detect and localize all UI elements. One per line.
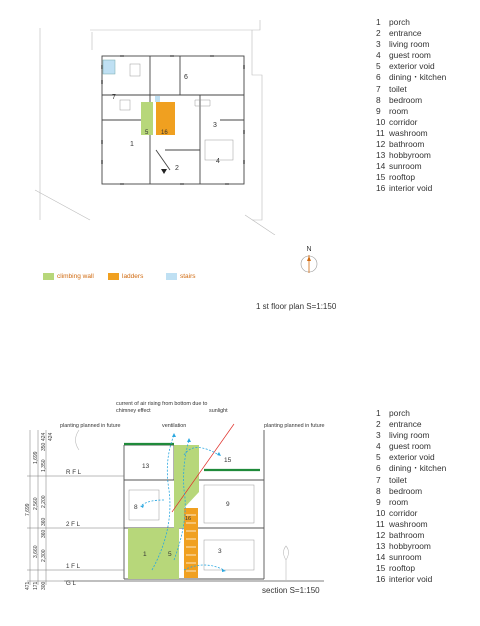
room-legend-plan-item-label: exterior void: [389, 61, 435, 72]
room-legend-plan-item: [376, 95, 446, 106]
room-legend-plan-item-number: 11: [376, 127, 385, 138]
planting-left-annotation: planting planned in future: [60, 423, 121, 429]
room-legend-plan-item-label: bathroom: [389, 139, 425, 150]
key-stairs-label: stairs: [180, 273, 196, 280]
section-label-3: 3: [218, 548, 222, 555]
section-label-9: 9: [226, 501, 230, 508]
room-legend-plan-item: [376, 106, 446, 117]
room-legend-section-item-label: interior void: [389, 574, 433, 585]
room-legend-section-item: [376, 475, 446, 486]
key-ladders: [108, 273, 143, 280]
section-label-5: 5: [168, 551, 172, 558]
room-legend-section-item: [376, 452, 446, 463]
room-legend-plan-item: [376, 28, 446, 39]
level-2fl: 2 F L: [66, 521, 81, 528]
room-legend-plan-item-number: 8: [376, 94, 381, 105]
room-legend-section-item-number: 4: [376, 441, 381, 452]
room-legend-plan-item-label: interior void: [389, 183, 433, 194]
room-legend-section-item-number: 13: [376, 541, 386, 552]
section-drawing: [24, 420, 344, 595]
room-legend-section-item-number: 9: [376, 496, 381, 507]
room-legend-section-item-number: 12: [376, 530, 386, 541]
north-label: N: [306, 246, 312, 253]
room-legend-plan-item-label: living room: [389, 39, 430, 50]
room-legend-section-item: [376, 441, 446, 452]
room-legend-section-item: [376, 486, 446, 497]
section-caption: section S=1:150: [262, 586, 320, 595]
section-label-13: 13: [142, 463, 150, 470]
plan-label-7: 7: [112, 94, 116, 101]
dimension-labels: [25, 432, 54, 590]
room-legend-section-item: [376, 563, 446, 574]
room-legend-section-item: [376, 419, 446, 430]
room-legend-plan-item-label: sunroom: [389, 161, 422, 172]
room-legend-plan-item-label: hobbyroom: [389, 150, 431, 161]
room-legend-plan-item-label: room: [389, 105, 409, 116]
section-label-1: 1: [143, 551, 147, 558]
dim-upper-3: 424: [41, 432, 47, 441]
room-legend-section-item: [376, 552, 446, 563]
dim-upper-1: 1,350: [41, 459, 47, 472]
dim-upper-0: 1,699: [33, 451, 39, 464]
dim-upper-2: 350: [41, 442, 47, 451]
room-legend-section-item-label: porch: [389, 408, 410, 418]
key-stairs: [166, 273, 196, 280]
key-climbing-wall-label: climbing wall: [57, 273, 94, 280]
room-legend-plan-item: [376, 72, 446, 83]
room-legend-plan-item: [376, 50, 446, 61]
room-legend-plan-item: [376, 117, 446, 128]
north-marker: [298, 246, 320, 276]
ventilation-annotation: ventilation: [162, 423, 187, 429]
room-legend-section-item-label: rooftop: [389, 563, 416, 574]
room-legend-section-item-label: entrance: [389, 419, 422, 430]
plan-label-1: 1: [130, 141, 134, 148]
plan-furniture: [120, 64, 233, 160]
dim-middle-2: 2,200: [41, 495, 47, 508]
room-legend-plan-item-number: 10: [376, 116, 386, 127]
plan-label-3: 3: [213, 122, 217, 129]
room-legend-plan-item: [376, 183, 446, 194]
room-legend-plan-item-number: 2: [376, 28, 381, 39]
swatch-climbing-wall: [43, 273, 54, 280]
room-legend-section-item-label: corridor: [389, 507, 418, 518]
plan-label-2: 2: [175, 165, 179, 172]
room-legend-section-item-label: guest room: [389, 441, 431, 452]
room-legend-plan-item-number: 7: [376, 83, 381, 94]
room-legend-section-item-number: 11: [376, 518, 385, 529]
room-legend-section-item-number: 7: [376, 474, 381, 485]
key-ladders-label: ladders: [122, 273, 144, 280]
section-label-15: 15: [224, 457, 232, 464]
section-label-16: 16: [185, 516, 192, 522]
room-legend-section-item: [376, 463, 446, 474]
room-legend-section-item: [376, 430, 446, 441]
room-legend-plan-item-number: 13: [376, 150, 386, 161]
room-legend-plan-item: [376, 39, 446, 50]
room-legend-section-item: [376, 497, 446, 508]
room-legend-section-item-number: 1: [376, 408, 381, 418]
room-legend-plan-item-label: toilet: [389, 83, 407, 94]
level-rfl: R F L: [66, 469, 82, 476]
room-legend-plan-item-label: bedroom: [389, 94, 423, 105]
room-legend-plan-item-number: 14: [376, 161, 386, 172]
stairs-small: [155, 96, 160, 102]
room-legend-section-item: [376, 541, 446, 552]
room-legend-plan-item-label: washroom: [389, 127, 428, 138]
room-legend-plan-item-number: 3: [376, 39, 381, 50]
sunlight-annotation: sunlight: [209, 408, 228, 414]
room-legend-section-item-number: 16: [376, 574, 386, 585]
plan-label-6: 6: [184, 74, 188, 81]
room-legend-plan-item: [376, 84, 446, 95]
room-legend-section-item-number: 14: [376, 552, 386, 563]
dim-middle-0: 2,560: [33, 497, 39, 510]
room-legend-plan-item-label: dining・kitchen: [389, 72, 447, 83]
room-legend-plan-item: [376, 139, 446, 150]
room-legend-plan-item-label: porch: [389, 17, 410, 27]
dim-base-0: 471: [25, 581, 31, 590]
room-legend-section-item-label: dining・kitchen: [389, 463, 447, 474]
room-legend-plan-item-number: 16: [376, 183, 386, 194]
room-legend-section-item-label: washroom: [389, 518, 428, 529]
room-legend-plan-item: [376, 61, 446, 72]
room-legend-section-item-label: exterior void: [389, 452, 435, 463]
level-1fl: 1 F L: [66, 563, 81, 570]
dim-total: 7,699: [25, 503, 31, 516]
room-legend-plan-item: [376, 128, 446, 139]
dim-lower-2: 2,300: [41, 549, 47, 562]
room-legend-section-item: [376, 530, 446, 541]
room-legend-section-item-label: room: [389, 496, 409, 507]
room-legend-section-item-label: living room: [389, 430, 430, 441]
room-legend-section-item-label: bathroom: [389, 530, 425, 541]
room-legend-section-item-label: toilet: [389, 474, 407, 485]
plan-label-5: 5: [145, 130, 149, 136]
room-legend-section-item: [376, 508, 446, 519]
room-legend-section-item: [376, 574, 446, 585]
room-legend-plan-item-number: 4: [376, 50, 381, 61]
dim-base-1: 171: [33, 581, 39, 590]
section-label-8: 8: [134, 504, 138, 511]
room-legend-section-item-number: 8: [376, 485, 381, 496]
dim-base-2: 300: [41, 581, 47, 590]
room-legend-section: [376, 408, 446, 586]
swatch-ladders: [108, 273, 119, 280]
room-legend-section-item: [376, 408, 446, 419]
room-legend-section-item-number: 6: [376, 463, 381, 474]
room-legend-plan-item-label: corridor: [389, 116, 418, 127]
room-legend-section-item-number: 3: [376, 430, 381, 441]
compass-icon: [298, 253, 320, 275]
room-legend-plan-item-label: rooftop: [389, 172, 416, 183]
room-legend-plan-item-number: 6: [376, 72, 381, 83]
room-legend-section-item-label: sunroom: [389, 552, 422, 563]
key-climbing-wall: [43, 273, 94, 280]
swatch-stairs: [166, 273, 177, 280]
dim-lower-0: 3,660: [33, 545, 39, 558]
room-legend-section-item-label: bedroom: [389, 485, 423, 496]
planting-right-annotation: planting planned in future: [264, 423, 325, 429]
room-legend-plan-item: [376, 17, 446, 28]
plan-caption: 1 st floor plan S=1:150: [256, 302, 337, 311]
plan-label-16: 16: [161, 130, 168, 136]
room-legend-plan-item-number: 9: [376, 105, 381, 116]
room-legend-plan-item: [376, 161, 446, 172]
entrance-arrow-icon: [161, 169, 167, 174]
dim-middle-1: 360: [41, 517, 47, 526]
room-legend-plan-item-number: 1: [376, 17, 381, 27]
room-legend-plan-item: [376, 150, 446, 161]
room-legend-plan: [376, 17, 446, 195]
dim-upper-4: 424: [48, 432, 54, 441]
room-legend-section-item-label: hobbyroom: [389, 541, 431, 552]
level-gl: G L: [66, 580, 76, 587]
room-legend-section-item: [376, 519, 446, 530]
stairs-area: [103, 60, 115, 74]
room-legend-section-item-number: 10: [376, 507, 386, 518]
room-legend-plan-item-number: 15: [376, 172, 386, 183]
air-annotation: current of air rising from bottom due to chimney effect: [116, 401, 208, 414]
room-legend-plan-item-number: 12: [376, 139, 386, 150]
room-legend-section-item-number: 2: [376, 419, 381, 430]
room-legend-section-item-number: 5: [376, 452, 381, 463]
room-legend-plan-item: [376, 172, 446, 183]
plan-label-4: 4: [216, 158, 220, 165]
room-legend-section-item-number: 15: [376, 563, 386, 574]
floor-plan-drawing: [30, 20, 290, 235]
room-legend-plan-item-label: guest room: [389, 50, 431, 61]
site-boundary: [35, 20, 275, 235]
dim-lower-1: 360: [41, 529, 47, 538]
room-legend-plan-item-number: 5: [376, 61, 381, 72]
room-legend-plan-item-label: entrance: [389, 28, 422, 39]
